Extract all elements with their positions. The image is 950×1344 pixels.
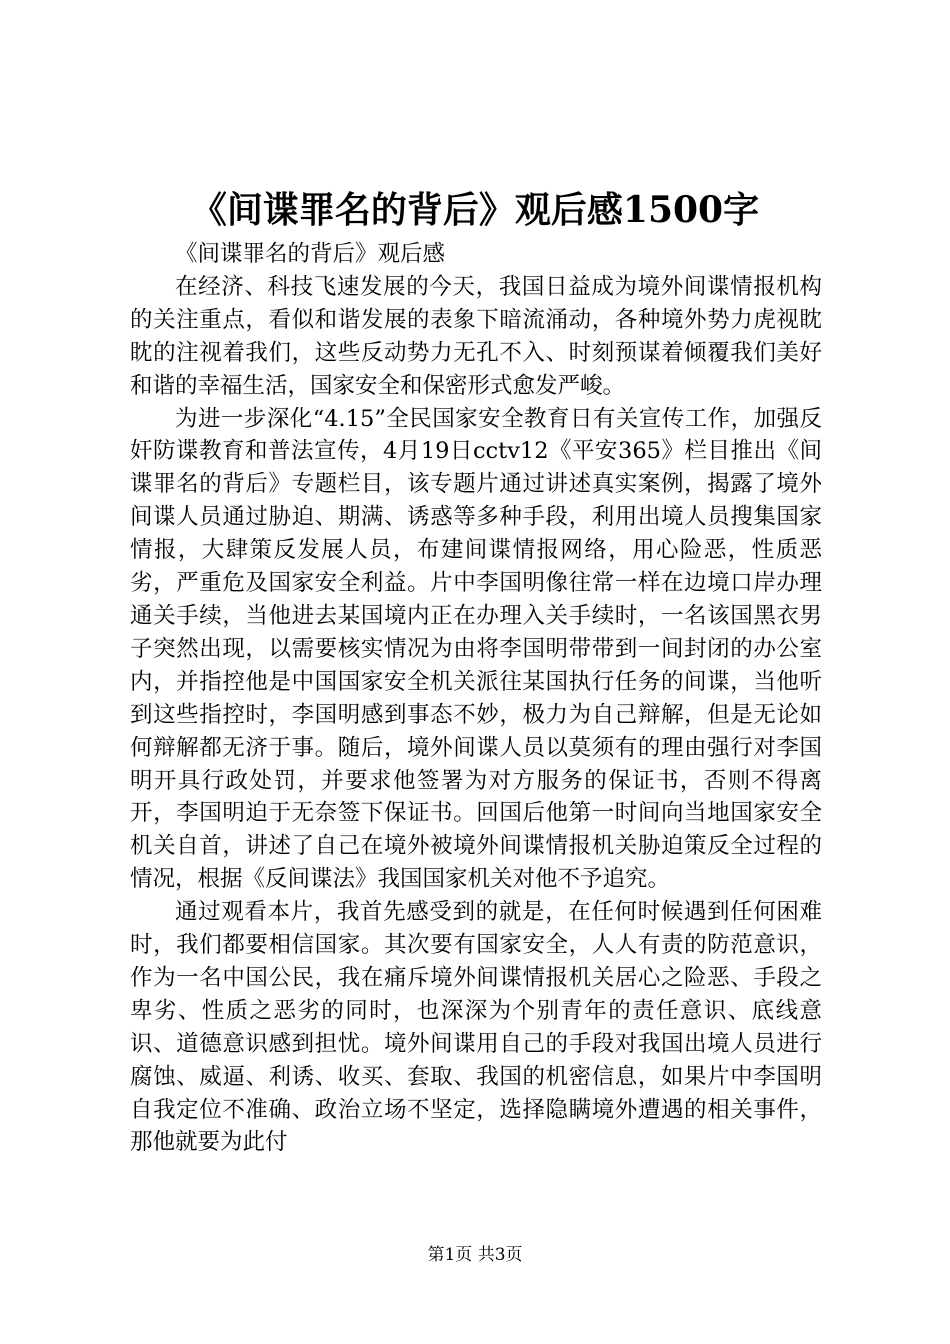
paragraph-case: 为进一步深化“4.15”全民国家安全教育日有关宣传工作，加强反奸防谍教育和普法宣传，4月19日cctv12《平安365》栏目推出《间谍罪名的背后》专题栏目，该专题片通过讲述真实案例，揭露了境外间谍人员通过胁迫、期满、诱惑等多种手段，利用出境人员搜集国家情报，大肆策反发展人员，布建间谍情报网络，用心险恶，性质恶劣，严重危及国家安全利益。片中李国明像往常一样在边境口岸办理通关手续，当他进去某国境内正在办理入关手续时，一名该国黑衣男子突然出现，以需要核实情况为由将李国明带带到一间封闭的办公室内，并指控他是中国国家安全机关派往某国执行任务的间谍，当他听到这些指控时，李国明感到事态不妙，极力为自己辩解，但是无论如何辩解都无济于事。随后，境外间谍人员以莫须有的理由强行对李国明开具行政处罚，并要求他签署为对方服务的保证书，否则不得离开，李国明迫于无奈签下保证书。回国后他第一时间向当地国家安全机关自首，讲述了自己在境外被境外间谍情报机关胁迫策反全过程的情况，根据《反间谍法》我国国家机关对他不予追究。 xyxy=(130,405,822,893)
document-title: 《间谍罪名的背后》观后感1500字 xyxy=(190,189,760,231)
page-footer: 第1页 共3页 xyxy=(427,1245,523,1265)
document-body xyxy=(130,238,822,1159)
paragraph-intro: 在经济、科技飞速发展的今天，我国日益成为境外间谍情报机构的关注重点，看似和谐发展的表象下暗流涌动，各种境外势力虎视眈眈的注视着我们，这些反动势力无孔不入、时刻预谋着倾覆我们美好和谐的幸福生活，国家安全和保密形式愈发严峻。 xyxy=(130,273,822,399)
paragraph-subtitle: 《间谍罪名的背后》观后感 xyxy=(175,241,446,267)
paragraph-reflection: 通过观看本片，我首先感受到的就是，在任何时候遇到任何困难时，我们都要相信国家。其次要有国家安全，人人有责的防范意识，作为一名中国公民，我在痛斥境外间谍情报机关居心之险恶、手段之卑劣、性质之恶劣的同时，也深深为个别青年的责任意识、底线意识、道德意识感到担忧。境外间谍用自己的手段对我国出境人员进行腐蚀、威逼、利诱、收买、套取、我国的机密信息，如果片中李国明自我定位不准确、政治立场不坚定，选择隐瞒境外遭遇的相关事件，那他就要为此付 xyxy=(130,899,822,1156)
